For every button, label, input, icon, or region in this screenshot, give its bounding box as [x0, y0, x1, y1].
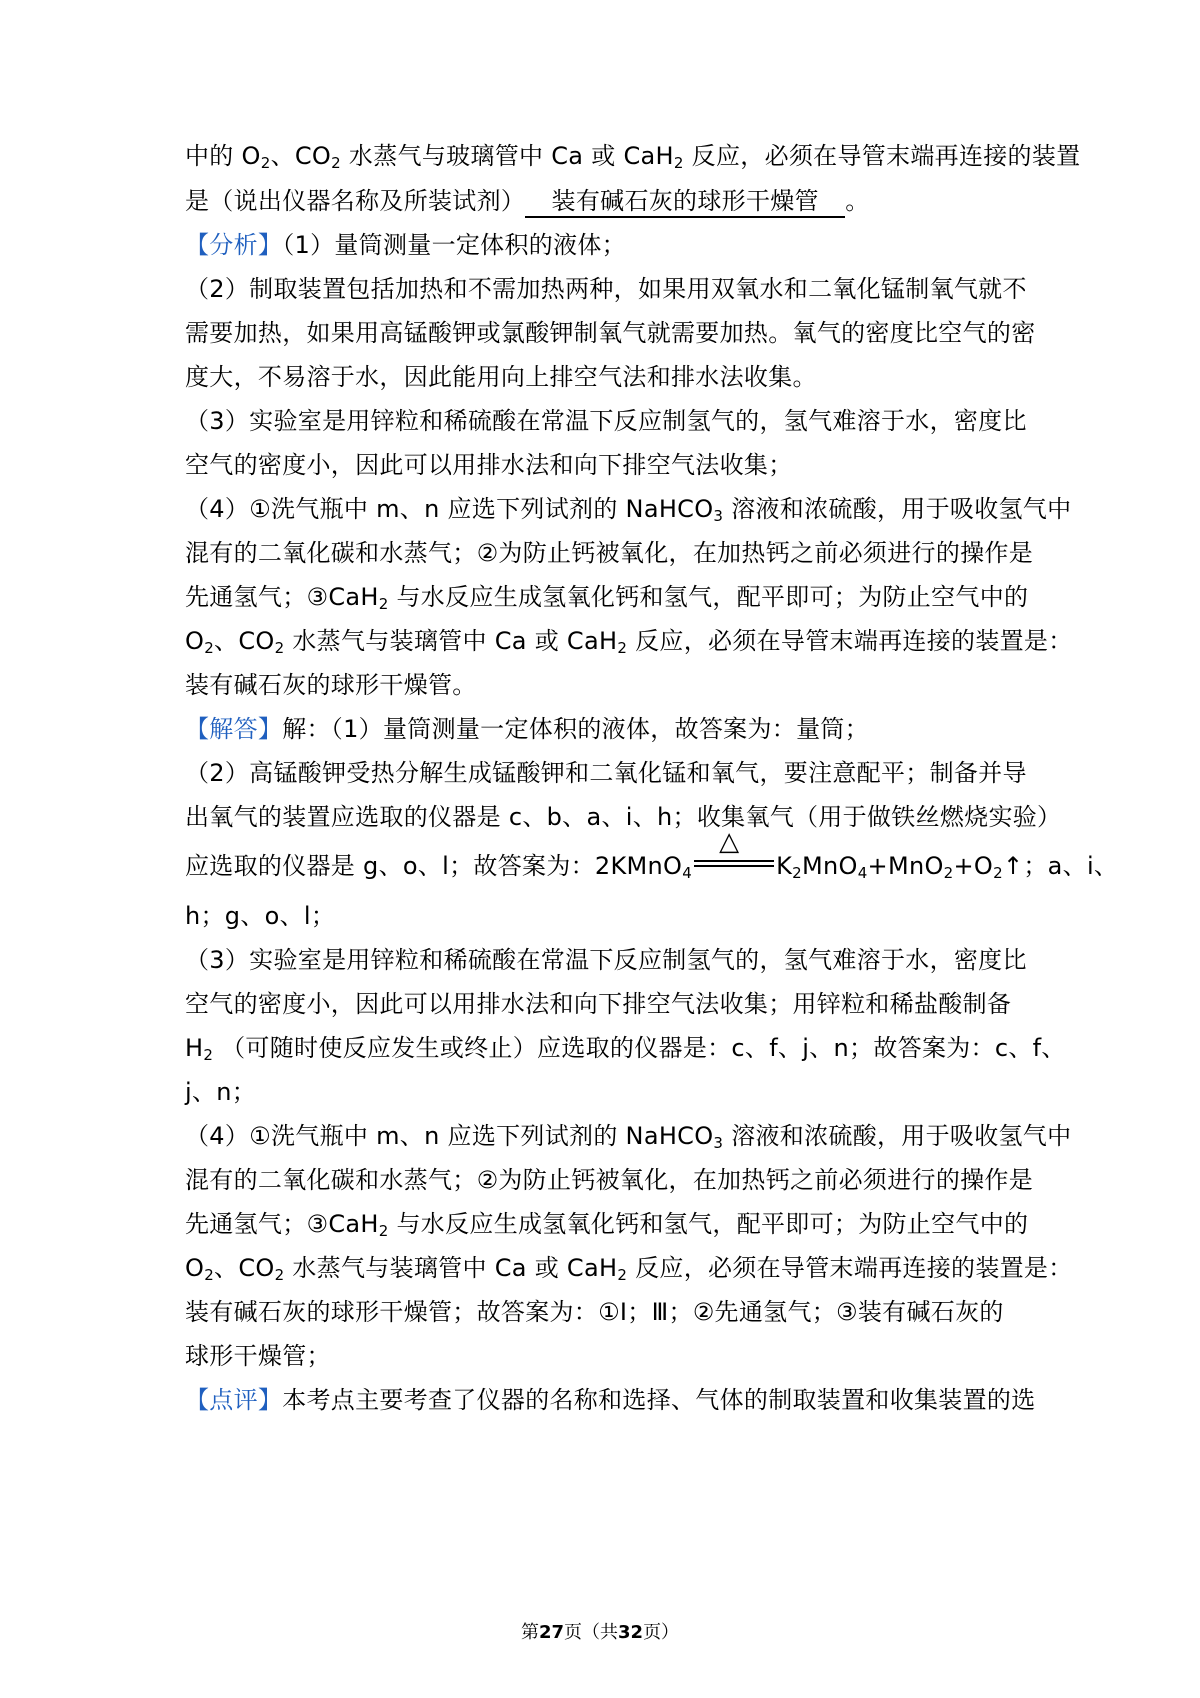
- text-line: $H_2$ （可随时使反应发生或终止）应选取的仪器是：c、f、j、n；故答案为：c、f、: [185, 1034, 1066, 1064]
- heating-equals-sign: [692, 827, 776, 880]
- text-line: （4）①洗气瓶中 m、n 应选下列试剂的 NaHCO$_3$ 溶液和浓硫酸，用于吸收氢气中: [185, 495, 1072, 525]
- text-line: 空气的密度小，因此可以用排水法和向下排空气法收集；用锌粒和稀盐酸制备: [185, 990, 1012, 1018]
- text-line: 装有碱石灰的球形干燥管；故答案为：①Ⅰ；Ⅲ；②先通氢气；③装有碱石灰的: [185, 1298, 1004, 1326]
- text-line: 中的 $O_2$、$CO_2$ 水蒸气与玻璃管中 Ca 或 CaH$_2$ 反应，必须在导管末端再连接的装置: [185, 142, 1081, 172]
- text-line: j、n；: [185, 1078, 257, 1106]
- solution-tag: 【解答】: [185, 715, 283, 743]
- text-line: （4）①洗气瓶中 m、n 应选下列试剂的 NaHCO$_3$ 溶液和浓硫酸，用于吸收氢气中: [185, 1122, 1072, 1152]
- analysis-line: 【分析】（1）量筒测量一定体积的液体；: [185, 231, 626, 259]
- equation-line: 应选取的仪器是 g、o、l；故答案为：2KMnO$_4$ △ $K_2MnO_4+MnO_2+O_2↑$；a、i、: [185, 827, 1119, 882]
- delta-symbol: △: [719, 827, 740, 857]
- text-line: 需要加热，如果用高锰酸钾或氯酸钾制氧气就需要加热。氧气的密度比空气的密: [185, 319, 1036, 347]
- text-line: h；g、o、l；: [185, 902, 336, 930]
- text-line: （3）实验室是用锌粒和稀硫酸在常温下反应制氢气的，氢气难溶于水，密度比: [185, 407, 1027, 435]
- total-pages: 32: [618, 1622, 644, 1643]
- text-line: 混有的二氧化碳和水蒸气；②为防止钙被氧化，在加热钙之前必须进行的操作是: [185, 1166, 1034, 1194]
- answer-blank: 装有碱石灰的球形干燥管: [525, 186, 845, 218]
- text-line: 空气的密度小，因此可以用排水法和向下排空气法收集；: [185, 451, 793, 479]
- comment-tag: 【点评】: [185, 1386, 283, 1414]
- text-line: $O_2$、$CO_2$ 水蒸气与装璃管中 Ca 或 CaH$_2$ 反应，必须在导管末端再连接的装置是：: [185, 1254, 1073, 1284]
- text-line: 先通氢气；③CaH$_2$ 与水反应生成氢氧化钙和氢气，配平即可；为防止空气中的: [185, 1210, 1029, 1240]
- text-line: 装有碱石灰的球形干燥管。: [185, 671, 477, 699]
- text-line: 先通氢气；③CaH$_2$ 与水反应生成氢氧化钙和氢气，配平即可；为防止空气中的: [185, 583, 1029, 613]
- text-line: （2）高锰酸钾受热分解生成锰酸钾和二氧化锰和氧气，要注意配平；制备并导: [185, 759, 1027, 787]
- text-line: 出氧气的装置应选取的仪器是 c、b、a、i、h；收集氧气（用于做铁丝燃烧实验）: [185, 803, 1062, 831]
- text-line: 是（说出仪器名称及所装试剂） 装有碱石灰的球形干燥管 。: [185, 183, 1025, 219]
- text-line: $O_2$、$CO_2$ 水蒸气与装璃管中 Ca 或 CaH$_2$ 反应，必须在导管末端再连接的装置是：: [185, 627, 1073, 657]
- analysis-tag: 【分析】: [185, 231, 283, 259]
- text-line: 混有的二氧化碳和水蒸气；②为防止钙被氧化，在加热钙之前必须进行的操作是: [185, 539, 1034, 567]
- text-line: 度大，不易溶于水，因此能用向上排空气法和排水法收集。: [185, 363, 817, 391]
- text-line: 球形干燥管；: [185, 1342, 331, 1370]
- text-line: （2）制取装置包括加热和不需加热两种，如果用双氧水和二氧化锰制氧气就不: [185, 275, 1027, 303]
- page-number: 27: [538, 1622, 564, 1643]
- page-footer: 第27页（共32页）: [520, 1622, 680, 1643]
- solution-line: 【解答】解：（1）量筒测量一定体积的液体，故答案为：量筒；: [185, 715, 869, 743]
- comment-line: 【点评】本考点主要考查了仪器的名称和选择、气体的制取装置和收集装置的选: [185, 1386, 1036, 1414]
- text-line: （3）实验室是用锌粒和稀硫酸在常温下反应制氢气的，氢气难溶于水，密度比: [185, 946, 1027, 974]
